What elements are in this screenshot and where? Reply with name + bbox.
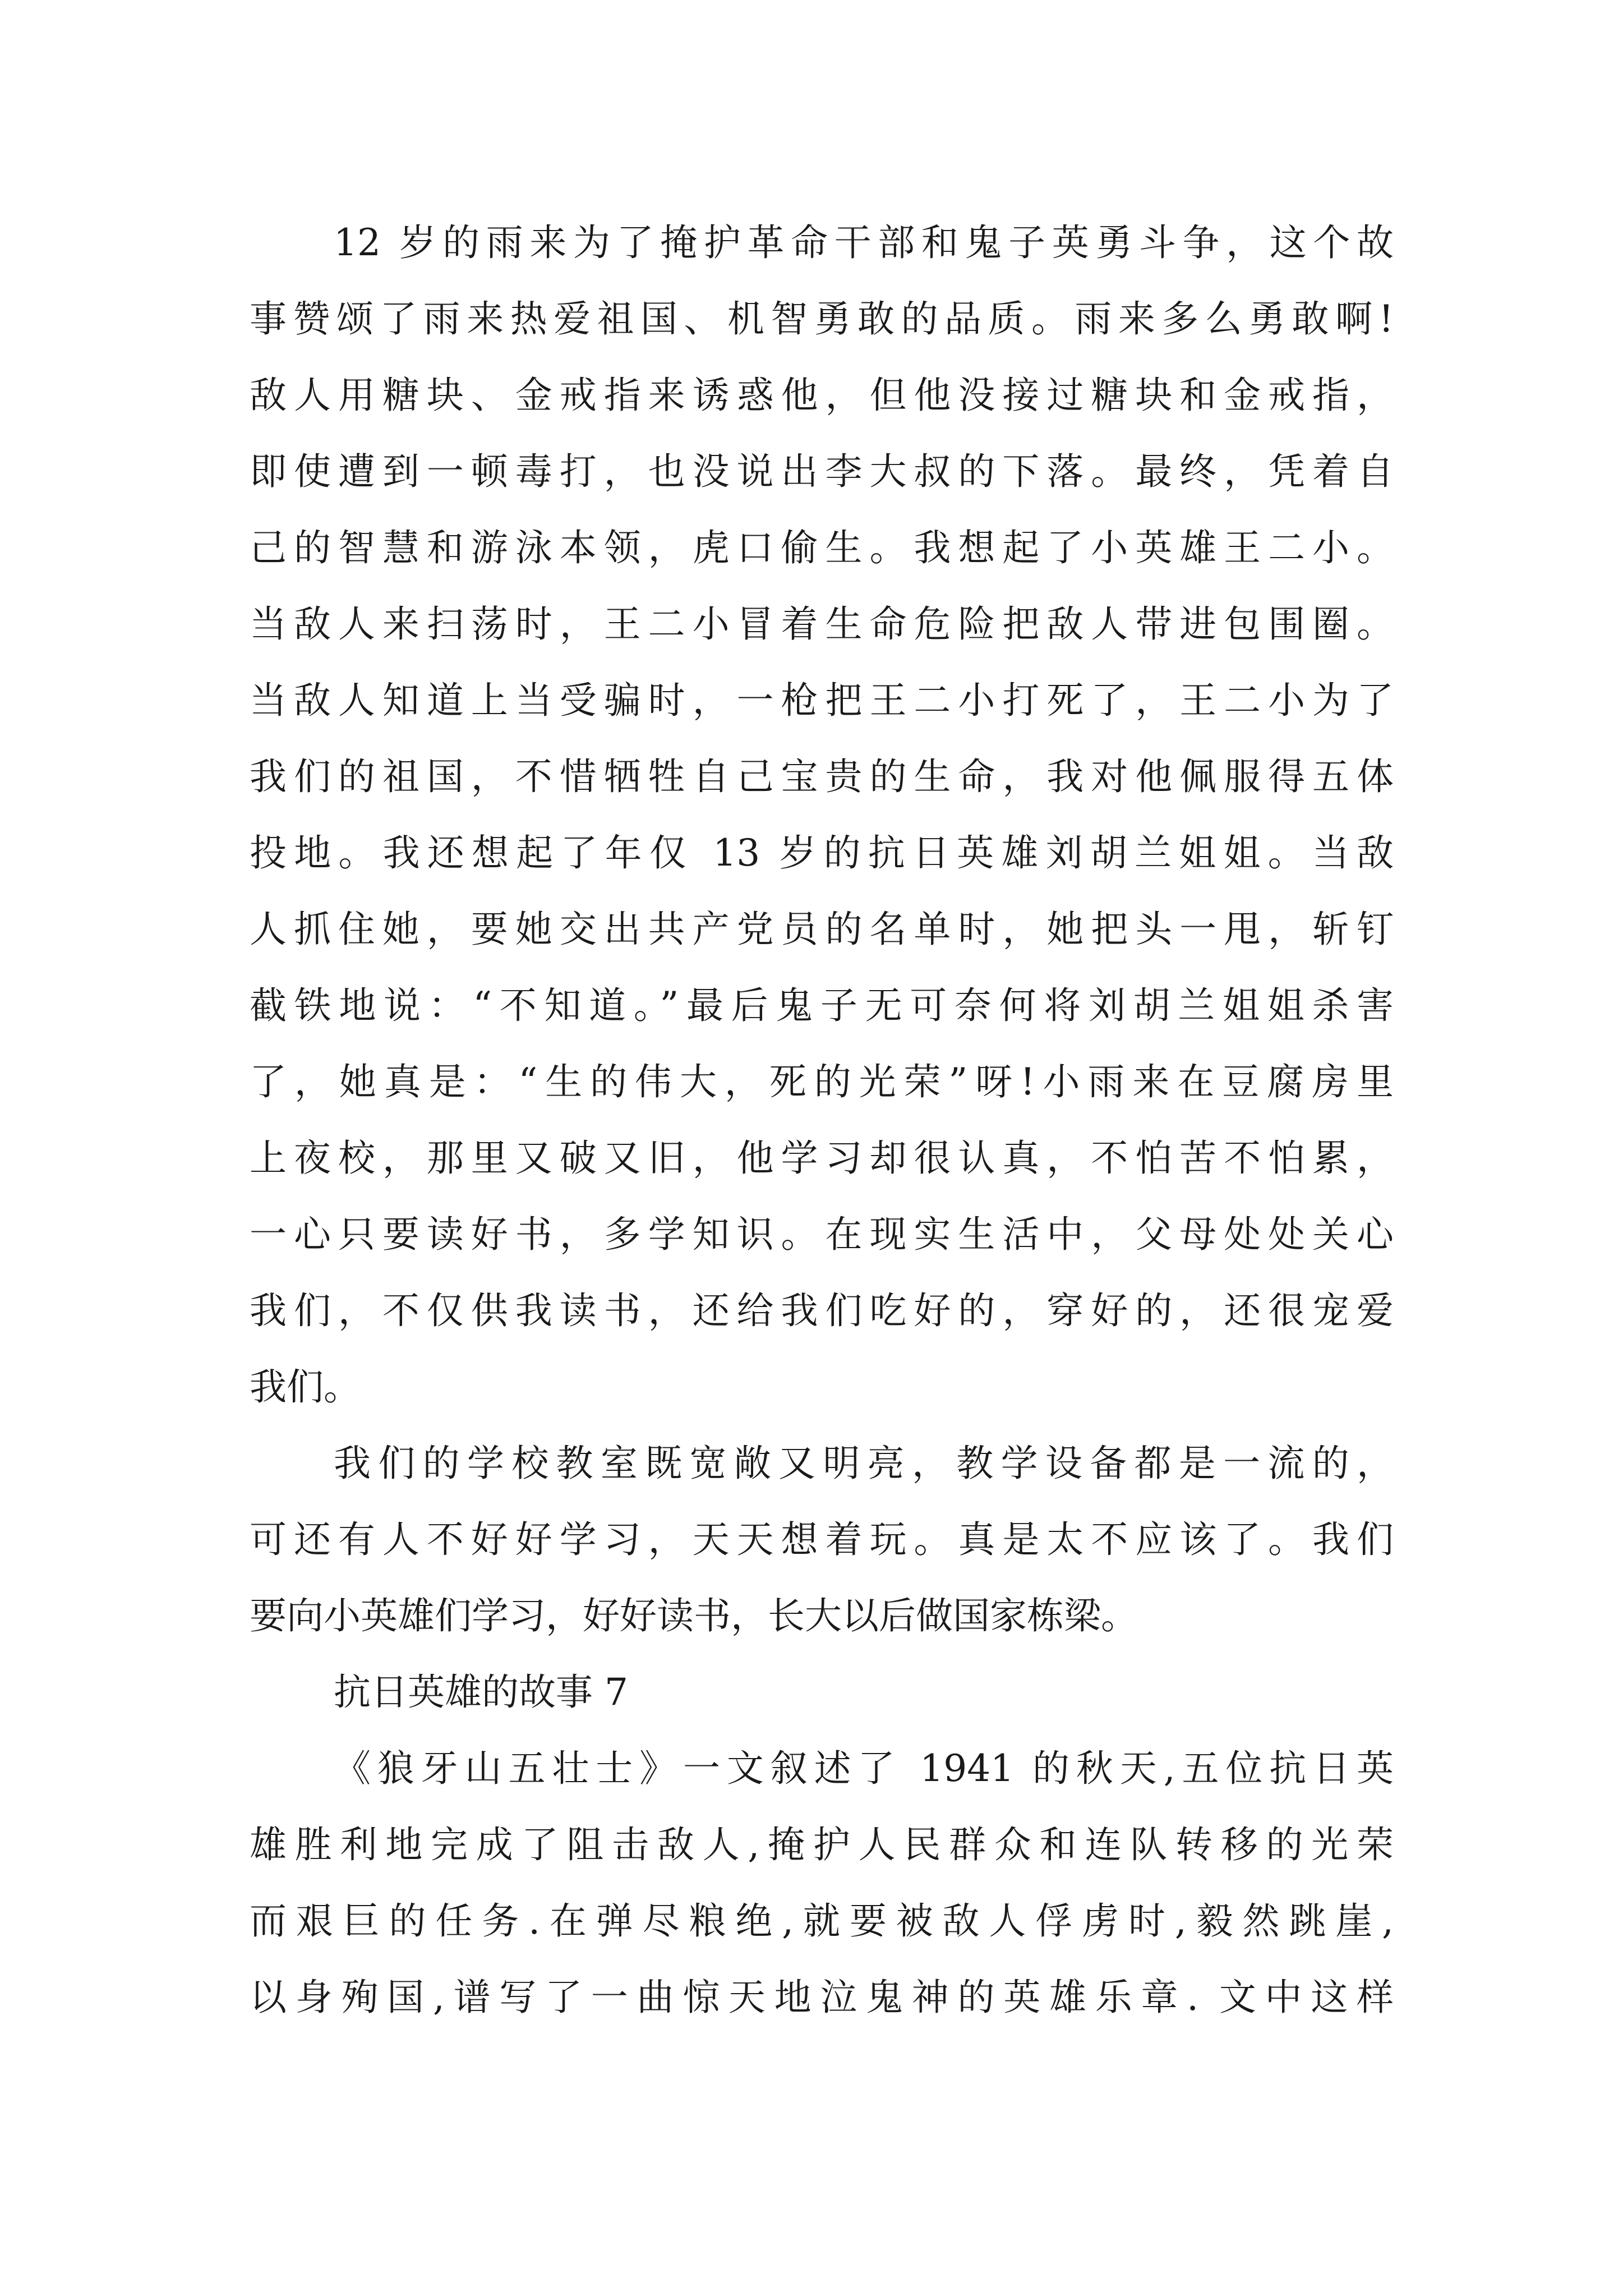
paragraph-school-reflection bbox=[250, 1425, 1394, 1654]
text-line: 当敌人知道上当受骗时，一枪把王二小打死了，王二小为了 bbox=[250, 679, 1394, 722]
text-line: 了，她真是：“生的伟大，死的光荣”呀!小雨来在豆腐房里 bbox=[250, 1060, 1394, 1103]
text-line: 投地。我还想起了年仅 13 岁的抗日英雄刘胡兰姐姐。当敌 bbox=[250, 831, 1394, 875]
text-line: 己的智慧和游泳本领，虎口偷生。我想起了小英雄王二小。 bbox=[250, 526, 1394, 569]
section-heading bbox=[250, 1654, 1394, 1731]
text-line: 敌人用糖块、金戒指来诱惑他，但他没接过糖块和金戒指， bbox=[250, 374, 1394, 417]
text-line: 事赞颂了雨来热爱祖国、机智勇敢的品质。雨来多么勇敢啊! bbox=[250, 297, 1394, 341]
paragraph-yulai-story bbox=[250, 205, 1394, 1425]
text-line: 我们的学校教室既宽敞又明亮，教学设备都是一流的， bbox=[334, 1442, 1394, 1485]
text-line: 即使遭到一顿毒打，也没说出李大叔的下落。最终，凭着自 bbox=[250, 450, 1394, 493]
text-line: 我们的祖国，不惜牺牲自己宝贵的生命，我对他佩服得五体 bbox=[250, 755, 1394, 798]
text-line: 可还有人不好好学习，天天想着玩。真是太不应该了。我们 bbox=[250, 1518, 1394, 1561]
text-line: 上夜校，那里又破又旧，他学习却很认真，不怕苦不怕累， bbox=[250, 1137, 1394, 1180]
text-line: 以身殉国,谱写了一曲惊天地泣鬼神的英雄乐章. 文中这样 bbox=[250, 1976, 1394, 2019]
text-line: 而艰巨的任务.在弹尽粮绝,就要被敌人俘虏时,毅然跳崖, bbox=[250, 1899, 1394, 1943]
paragraph-langya-mountain bbox=[250, 1731, 1394, 2036]
text-line: 12 岁的雨来为了掩护革命干部和鬼子英勇斗争，这个故 bbox=[334, 221, 1394, 264]
text-line: 当敌人来扫荡时，王二小冒着生命危险把敌人带进包围圈。 bbox=[250, 602, 1394, 646]
text-line: 人抓住她，要她交出共产党员的名单时，她把头一甩，斩钉 bbox=[250, 908, 1394, 951]
document-body bbox=[250, 205, 1394, 2036]
text-line: 雄胜利地完成了阻击敌人,掩护人民群众和连队转移的光荣 bbox=[250, 1823, 1394, 1866]
text-line: 截铁地说：“不知道。”最后鬼子无可奈何将刘胡兰姐姐杀害 bbox=[250, 984, 1394, 1027]
text-line: 《狼牙山五壮士》一文叙述了 1941 的秋天,五位抗日英 bbox=[334, 1747, 1394, 1790]
text-line: 要向小英雄们学习，好好读书，长大以后做国家栋梁。 bbox=[250, 1594, 1138, 1637]
text-line: 一心只要读好书，多学知识。在现实生活中，父母处处关心 bbox=[250, 1213, 1394, 1256]
section-heading-text: 抗日英雄的故事 7 bbox=[334, 1671, 628, 1714]
text-line: 我们。 bbox=[250, 1365, 361, 1409]
text-line: 我们，不仅供我读书，还给我们吃好的，穿好的，还很宠爱 bbox=[250, 1289, 1394, 1332]
